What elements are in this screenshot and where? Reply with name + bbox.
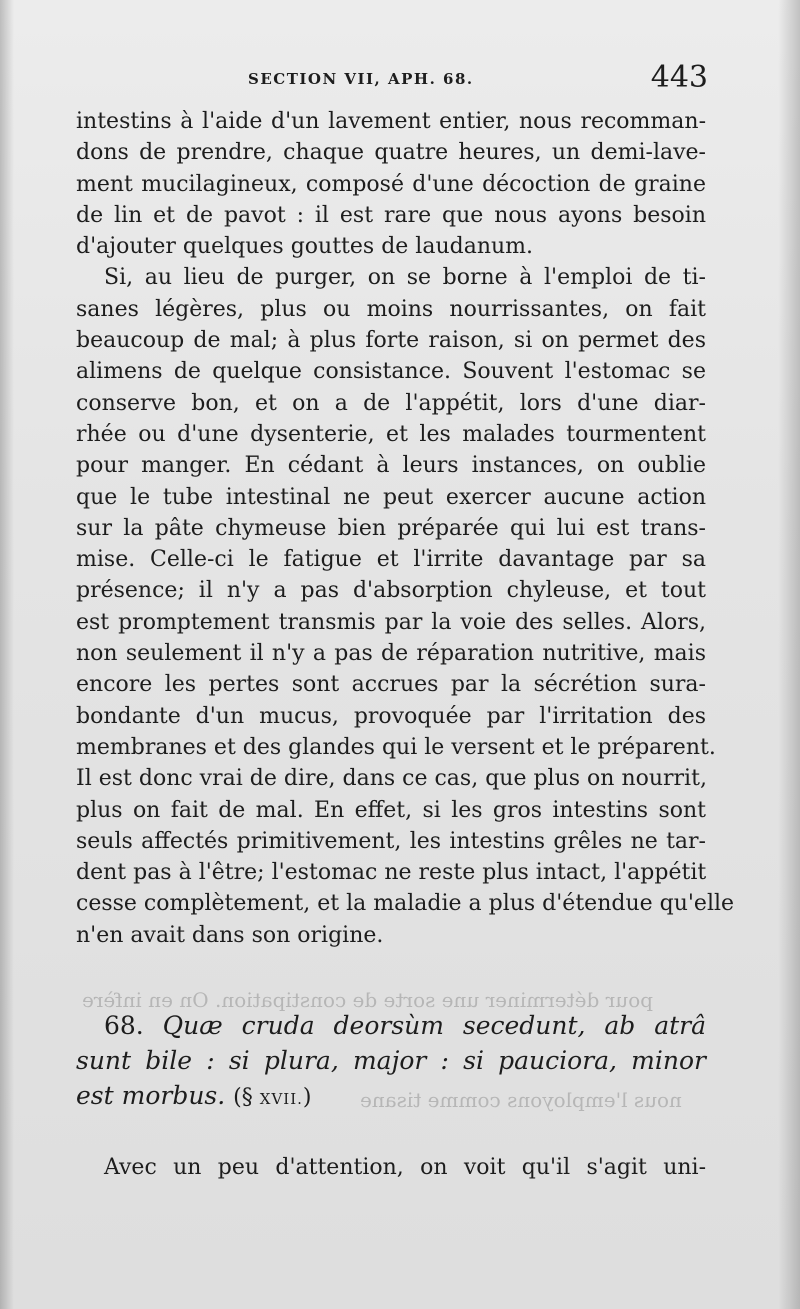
page-gutter-shadow [0, 0, 14, 1309]
text-line: présence; il n'y a pas d'absorption chyleuse, et tout [76, 578, 706, 604]
text-line: d'ajouter quelques gouttes de laudanum. [76, 234, 534, 260]
text-line: pour manger. En cédant à leurs instances, on oublie [76, 453, 706, 479]
text-line: encore les pertes sont accrues par la sécrétion sura- [76, 672, 706, 698]
text-line: conserve bon, et on a de l'appétit, lors d'une diar- [76, 390, 706, 416]
text-line: dent pas à l'être; l'estomac ne reste plus intact, l'appétit [76, 860, 707, 886]
text-line: ment mucilagineux, composé d'une décoction de graine [76, 171, 706, 197]
body-text [76, 106, 735, 951]
text-line: dons de prendre, chaque quatre heures, un demi-lave- [76, 140, 706, 166]
reference-close: ) [302, 1085, 312, 1110]
reference-open: (§ [233, 1085, 253, 1110]
text-line: de lin et de pavot : il est rare que nous ayons besoin [76, 202, 706, 228]
text-line: sanes légères, plus ou moins nourrissantes, on fait [76, 296, 706, 322]
text-line: beaucoup de mal; à plus forte raison, si on permet des [76, 328, 706, 354]
reference-numeral: XVII. [259, 1090, 303, 1108]
show-through-text: pour déterminer une sorte de constipation. On en infère [82, 988, 653, 1012]
text-line: Si, au lieu de purger, on se borne à l'emploi de ti- [104, 265, 706, 291]
text-line: non seulement il n'y a pas de réparation nutritive, mais [76, 641, 706, 667]
show-through-text: nous l'employons comme tisane [360, 1088, 682, 1112]
text-line: Il est donc vrai de dire, dans ce cas, que plus on nourrit, [76, 766, 707, 792]
text-line: mise. Celle-ci le fatigue et l'irrite davantage par sa [76, 547, 706, 573]
aphorism-line [76, 1078, 706, 1113]
aphorism-text: est morbus. [76, 1081, 226, 1110]
aphorism-number: 68. [104, 1011, 144, 1040]
text-line: seuls affectés primitivement, les intestins grêles ne tar- [76, 828, 706, 854]
text-line: membranes et des glandes qui le versent et le préparent. [76, 734, 716, 760]
text-line: cesse complètement, et la maladie a plus d'étendue qu'elle [76, 891, 735, 917]
text-line: que le tube intestinal ne peut exercer aucune action [76, 484, 706, 510]
text-line: intestins à l'aide d'un lavement entier, nous recomman- [76, 109, 706, 134]
aphorism-line [76, 1008, 706, 1043]
text-line: alimens de quelque consistance. Souvent l'estomac se [76, 359, 706, 385]
aphorism-68 [76, 1008, 706, 1113]
page-number: 443 [650, 60, 708, 95]
aphorism-line: sunt bile : si plura, major : si pauciora, minor [76, 1046, 706, 1075]
text-line: est promptement transmis par la voie des selles. Alors, [76, 609, 706, 635]
text-line: plus on fait de mal. En effet, si les gros intestins sont [76, 797, 706, 823]
aphorism-reference [233, 1085, 311, 1110]
text-line: rhée ou d'une dysenterie, et les malades tourmentent [76, 421, 706, 447]
continuation-line: Avec un peu d'attention, on voit qu'il s'agit uni- [104, 1155, 706, 1180]
aphorism-text: Quæ cruda deorsùm secedunt, ab atrâ [162, 1011, 706, 1040]
text-line: bondante d'un mucus, provoquée par l'irritation des [76, 703, 706, 729]
running-title: SECTION VII, APH. 68. [248, 70, 474, 88]
text-line: n'en avait dans son origine. [76, 922, 384, 948]
text-line: sur la pâte chymeuse bien préparée qui lui est trans- [76, 515, 706, 541]
page-edge-shadow [778, 0, 800, 1309]
running-head [248, 60, 718, 100]
